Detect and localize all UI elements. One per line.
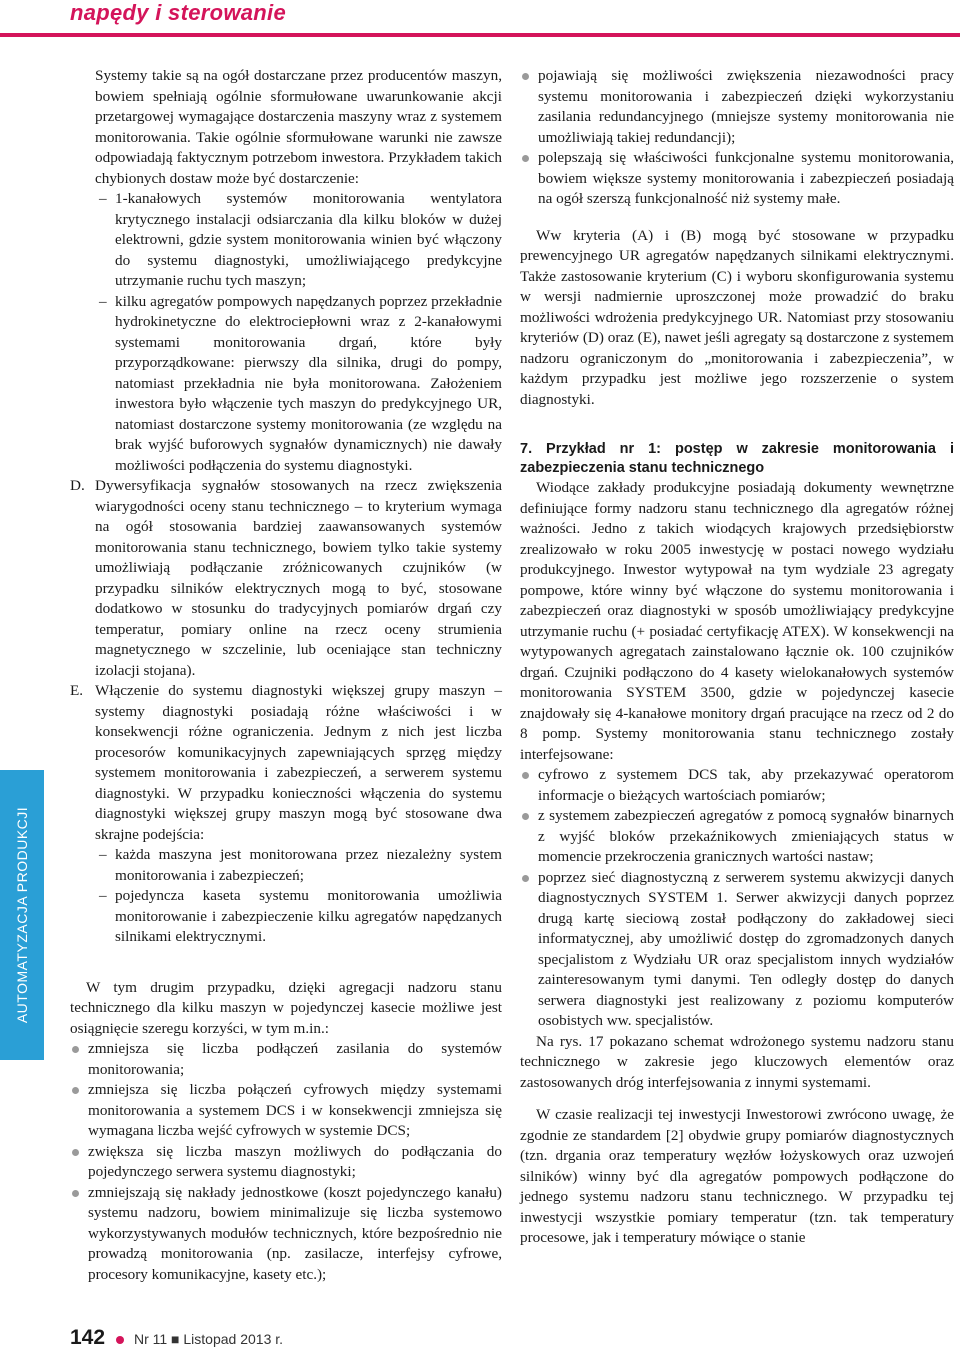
bullet-item: polepszają się właściwości funkcjonalne systemu monitorowania, bowiem większe systemy monitorowania i zabezpieczeń posiadają na ogół szerszą funkcjonalność niż systemy małe. bbox=[520, 148, 954, 210]
bullet-item: zmniejsza się liczba podłączeń zasilania do systemów monitorowania; bbox=[70, 1039, 502, 1080]
paragraph: W czasie realizacji tej inwestycji Inwestorowi zwrócono uwagę, że zgodnie ze standardem [2] obydwie grupy pomiarów diagnostycznych (tzn. drgania oraz temperatury węzłów łożyskowych oraz uzwojeń silników) winny być dla agregatów pompowych podłączone do jednego systemu nadzoru stanu technicznego. W przypadku tej inwestycji wszystkie pomiary temperatur (tzn. tak temperatury procesowe, jak i temperatury mówiące o stanie bbox=[520, 1106, 954, 1246]
criterion-text: Włączenie do systemu diagnostyki większej grupy maszyn – systemy diagnostyki posiadają różne właściwości i w konsekwencji różne ograniczenia. Jednym z nich jest liczba procesorów komunikacyjnych zapewniających sprzęg między systemem monitorowania i zabezpieczeń, a serwerem systemu diagnostyki. W przypadku konieczności włączenia do systemu diagnostyki większej grupy maszyn mogą być stosowane dwa skrajne podejścia: bbox=[95, 682, 502, 843]
bullet-item: cyfrowo z systemem DCS tak, aby przekazywać operatorom informacje o bieżących wartościach pomiarów; bbox=[520, 765, 954, 806]
intro-paragraph: Systemy takie są na ogół dostarczane przez producentów maszyn, bowiem spełniają ogólnie sformułowane uwarunkowanie akcji przetargowej wymagające dostarczenia maszyny wraz z systemem monitorowania. Takie ogólnie sformułowane warunki nie zawsze odpowiadają faktycznym potrzebom inwestora. Przykładem takich chybionych dostaw może być dostarczenie: bbox=[95, 67, 502, 187]
paragraph: W tym drugim przypadku, dzięki agregacji nadzoru stanu technicznego dla kilku maszyn w pojedynczej kasecie możliwe jest osiągnięcie szeregu korzyści, w tym m.in.: bbox=[70, 978, 502, 1037]
dash-item: – 1-kanałowych systemów monitorowania wentylatora krytycznego instalacji odsiarczania dla kilku bloków w dużej elektrowni, gdzie system monitorowania winien być włączony do systemu diagnostyki, umożliwiającego predykcyjne utrzymanie ruchu tych maszyn; bbox=[95, 189, 502, 292]
bullet-item: zwiększa się liczba maszyn możliwych do podłączania do pojedynczego serwera systemu diagnostyki; bbox=[70, 1142, 502, 1183]
paragraph: Wiodące zakłady produkcyjne posiadają dokumenty wewnętrzne definiujące formy nadzoru stanu technicznego dla agregatów różnej ważności. Jedno z takich wiodących krajowych przedsiębiorstw zrealizowało w roku 2005 inwestycję w postaci nowego wydziału produkcyjnego. Inwestor wytypował na tym wydziale 23 agregaty pompowe, które winny być włączone do systemu monitorowania i zabezpieczeń oraz diagnostyki w sposób umożliwiający predykcyjne utrzymanie ruchu (+ posiadać certyfikację ATEX). W konsekwencji na wytypowanych agregatach zainstalowano łącznie ok. 100 czujników drgań. Czujniki podłączono do 4 kasety wielokanałowych systemów monitorowania SYSTEM 3500, gdzie w pojedynczej kasecie znajdowały się 4-kanałowe monitory drgań pracujące na rzecz od 2 do 8 pomp. Systemy monitorowania stanu technicznego zostały interfejsowane: bbox=[520, 479, 954, 763]
bullet-icon bbox=[116, 1336, 124, 1344]
bullet-item: z systemem zabezpieczeń agregatów z pomocą sygnałów binarnych z wyjść bloków przekaźnikowych zmieniających status w momencie przekroczenia granicznych wartości nastaw; bbox=[520, 806, 954, 868]
paragraph: Ww kryteria (A) i (B) mogą być stosowane w przypadku prewencyjnego UR agregatów napędzanych silnikami elektrycznymi. Także zastosowanie kryterium (C) i wyboru skonfigurowania systemu w wersji nadmiernie uproszczonej może prowadzić do braku możliwości wdrożenia predykcyjnego UR. Natomiast przy stosowaniu kryteriów (D) oraz (E), nawet jeśli agregaty są dostarczone z systemem nadzoru ograniczonym do „monitorowania i zabezpieczenia”, w każdym przypadku jest możliwe jego rozszerzenie o system diagnostyki. bbox=[520, 226, 954, 408]
side-tab-label: AUTOMATYZACJA PRODUKCJI bbox=[14, 806, 30, 1024]
left-column bbox=[70, 66, 502, 1285]
dash-list-examples bbox=[70, 189, 502, 476]
bullet-list-interfaces bbox=[520, 765, 954, 1032]
criterion-letter: D. bbox=[70, 477, 85, 494]
dash-list-approaches bbox=[70, 845, 502, 948]
bullet-list-benefits bbox=[70, 1039, 502, 1285]
dash-item: – pojedyncza kaseta systemu monitorowania umożliwia monitorowanie i zabezpieczenie kilku agregatów napędzanych silnikami elektrycznymi. bbox=[95, 886, 502, 948]
bullet-list-benefits-continued bbox=[520, 66, 954, 210]
issue-info: Nr 11 ■ Listopad 2013 r. bbox=[133, 1331, 284, 1347]
bullet-item: zmniejszają się nakłady jednostkowe (koszt pojedynczego kanału) systemu nadzoru, bowiem minimalizuje się liczba systemowo wykorzystywanych modułów technicznych, które bezpośrednio nie prowadzą monitorowania (np. zasilacze, interfejsy cyfrowe, procesory komunikacyjne, kasety etc.); bbox=[70, 1183, 502, 1286]
header-rule bbox=[0, 33, 960, 37]
right-column bbox=[520, 66, 954, 1249]
footer bbox=[70, 1326, 283, 1350]
page-number: 142 bbox=[70, 1326, 106, 1349]
section-title: napędy i sterowanie bbox=[70, 0, 286, 25]
criterion-letter: E. bbox=[70, 682, 84, 699]
criterion-d bbox=[70, 476, 502, 681]
bullet-item: poprzez sieć diagnostyczną z serwerem systemu akwizycji danych diagnostycznych SYSTEM 1. Serwer akwizycji danych poprzez drugą kartę sieciową został podłączony do zakładowej sieci informatycznej, aby umożliwić dostęp do zgromadzonych danych specjalistom z Wydziału UR oraz specjalistom innych wydziałów zainteresowanym tymi danymi. Ten odległy dostęp do danych serwera diagnostyki jest realizowany z poziomu komputerów osobistych ww. specjalistów. bbox=[520, 868, 954, 1032]
side-tab bbox=[0, 770, 44, 1060]
criterion-text: Dywersyfikacja sygnałów stosowanych na rzecz zwiększenia wiarygodności oceny stanu technicznego – to kryterium wymaga na ogół stosowania bardziej zaawansowanych systemów monitorowania stanu technicznego, bowiem tylko takie systemy umożliwiają podłączanie zróżnicowanych czujników (w przypadku silników elektrycznych mogą to być, stosowane dodatkowo w stosunku do tradycyjnych pomiarów drgań czy temperatur, pomiary online na rzecz oceny strumienia magnetycznego w szczelinie, lub oceniające stan techniczny izolacji stojana). bbox=[95, 477, 502, 679]
bullet-item: pojawiają się możliwości zwiększenia niezawodności pracy systemu monitorowania i zabezpieczeń dzięki wykorzystaniu zasilania redundancyjnego (mniejsze systemy monitorowania nie umożliwiają takiej redundancji); bbox=[520, 66, 954, 148]
bullet-item: zmniejsza się liczba połączeń cyfrowych między systemami monitorowania a systemem DCS i w konsekwencji zmniejsza się wymagana liczba wejść cyfrowych w systemie DCS; bbox=[70, 1080, 502, 1142]
dash-item: – każda maszyna jest monitorowana przez niezależny system monitorowania i zabezpieczeń; bbox=[95, 845, 502, 886]
paragraph: Na rys. 17 pokazano schemat wdrożonego systemu nadzoru stanu technicznego w zakresie jego kluczowych elementów oraz zastosowanych dróg interfejsowania z innymi systemami. bbox=[520, 1032, 954, 1091]
dash-item: – kilku agregatów pompowych napędzanych poprzez przekładnie hydrokinetyczne do elektrociepłowni wraz z 2-kanałowymi systemami monitorowania drgań, które były przyporządkowane: pierwszy dla silnika, drugi do pompy, natomiast przekładnia nie była monitorowana. Założeniem inwestora było włączenie tych maszyn do predykcyjnego UR, natomiast dostarczone systemy monitorowania (ze względu na brak wyjść buforowych sygnałów dynamicznych) nie dawały możliwości podłączenia do systemu diagnostyki. bbox=[95, 292, 502, 477]
criterion-e bbox=[70, 681, 502, 845]
section-heading: 7. Przykład nr 1: postęp w zakresie monitorowania i zabezpieczenia stanu technicznego bbox=[520, 441, 954, 476]
